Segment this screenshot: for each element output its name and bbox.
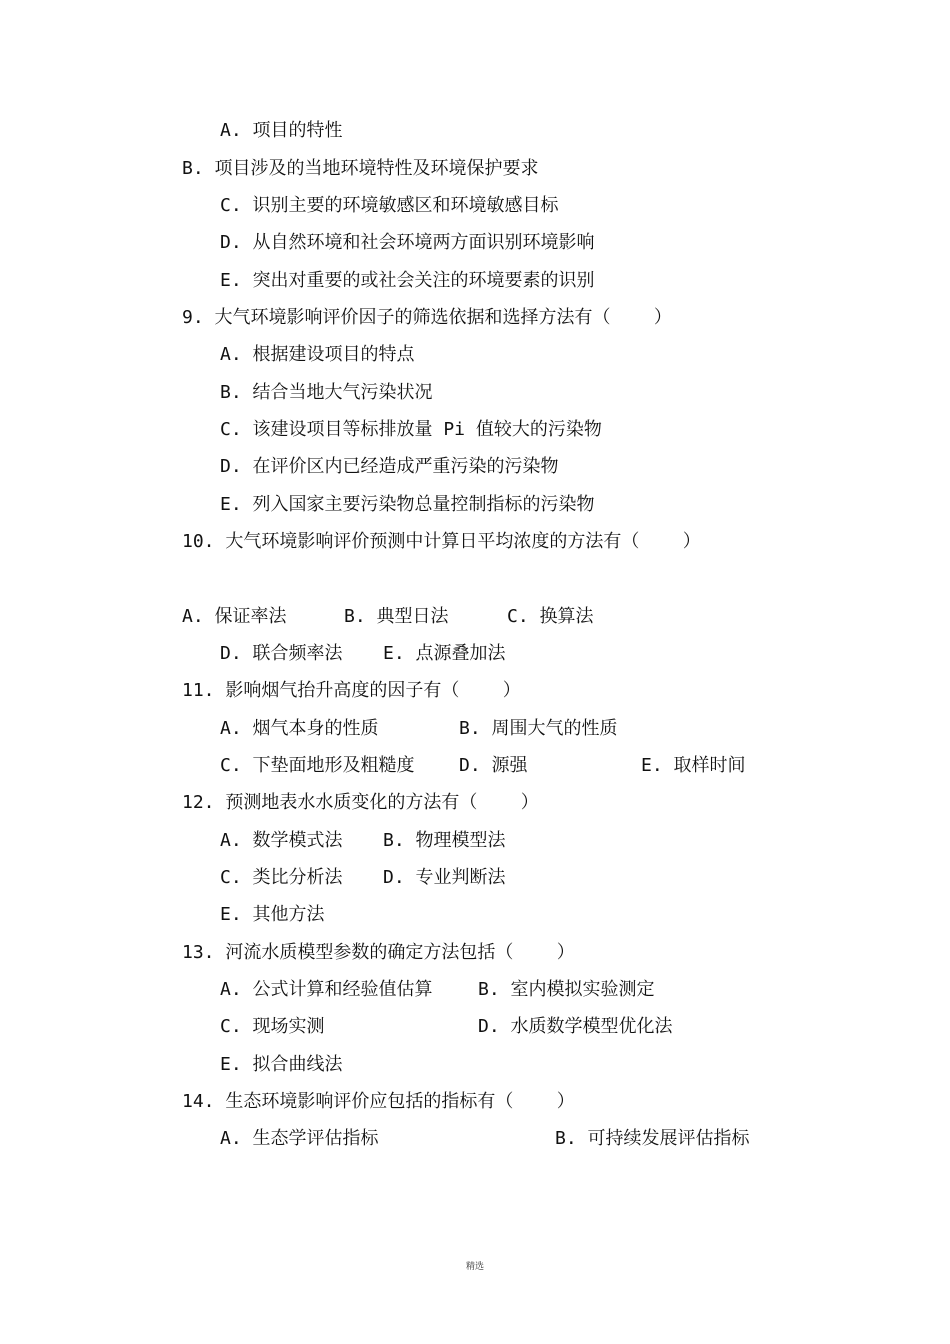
q11-option-e: E. 取样时间 bbox=[641, 755, 746, 776]
q12-option-d: D. 专业判断法 bbox=[383, 867, 506, 888]
q14-option-b: B. 可持续发展评估指标 bbox=[555, 1128, 750, 1149]
q13-option-b: B. 室内模拟实验测定 bbox=[478, 979, 655, 1000]
q11-option-b: B. 周围大气的性质 bbox=[459, 718, 618, 739]
q10-option-a: A. 保证率法 bbox=[182, 606, 287, 627]
q13-option-d: D. 水质数学模型优化法 bbox=[478, 1016, 673, 1037]
q8-option-b: B. 项目涉及的当地环境特性及环境保护要求 bbox=[182, 158, 539, 179]
q8-option-c: C. 识别主要的环境敏感区和环境敏感目标 bbox=[220, 195, 559, 216]
q10-option-d: D. 联合频率法 bbox=[220, 643, 343, 664]
q12-option-b: B. 物理模型法 bbox=[383, 830, 506, 851]
page-footer: 精选 bbox=[465, 1262, 484, 1272]
q9-option-e: E. 列入国家主要污染物总量控制指标的污染物 bbox=[220, 494, 595, 515]
q12-option-c: C. 类比分析法 bbox=[220, 867, 343, 888]
q13-question: 13. 河流水质模型参数的确定方法包括（ ） bbox=[182, 942, 575, 963]
q9-option-a: A. 根据建设项目的特点 bbox=[220, 344, 415, 365]
q13-option-e: E. 拟合曲线法 bbox=[220, 1054, 343, 1075]
q11-option-d: D. 源强 bbox=[459, 755, 528, 776]
q12-option-e: E. 其他方法 bbox=[220, 904, 325, 925]
q12-question: 12. 预测地表水水质变化的方法有（ ） bbox=[182, 792, 539, 813]
q13-option-a: A. 公式计算和经验值估算 bbox=[220, 979, 433, 1000]
q13-option-c: C. 现场实测 bbox=[220, 1016, 325, 1037]
q8-option-d: D. 从自然环境和社会环境两方面识别环境影响 bbox=[220, 232, 595, 253]
q8-option-a: A. 项目的特性 bbox=[220, 120, 343, 141]
q10-option-b: B. 典型日法 bbox=[344, 606, 449, 627]
q10-option-c: C. 换算法 bbox=[507, 606, 594, 627]
q11-option-a: A. 烟气本身的性质 bbox=[220, 718, 379, 739]
q10-question: 10. 大气环境影响评价预测中计算日平均浓度的方法有（ ） bbox=[182, 531, 701, 552]
q10-option-e: E. 点源叠加法 bbox=[383, 643, 506, 664]
q9-option-c: C. 该建设项目等标排放量 Pi 值较大的污染物 bbox=[220, 419, 602, 440]
q11-question: 11. 影响烟气抬升高度的因子有（ ） bbox=[182, 680, 521, 701]
q9-option-b: B. 结合当地大气污染状况 bbox=[220, 382, 433, 403]
q12-option-a: A. 数学模式法 bbox=[220, 830, 343, 851]
q9-question: 9. 大气环境影响评价因子的筛选依据和选择方法有（ ） bbox=[182, 307, 672, 328]
q14-option-a: A. 生态学评估指标 bbox=[220, 1128, 379, 1149]
q11-option-c: C. 下垫面地形及粗糙度 bbox=[220, 755, 415, 776]
q8-option-e: E. 突出对重要的或社会关注的环境要素的识别 bbox=[220, 270, 595, 291]
q9-option-d: D. 在评价区内已经造成严重污染的污染物 bbox=[220, 456, 559, 477]
q14-question: 14. 生态环境影响评价应包括的指标有（ ） bbox=[182, 1091, 575, 1112]
